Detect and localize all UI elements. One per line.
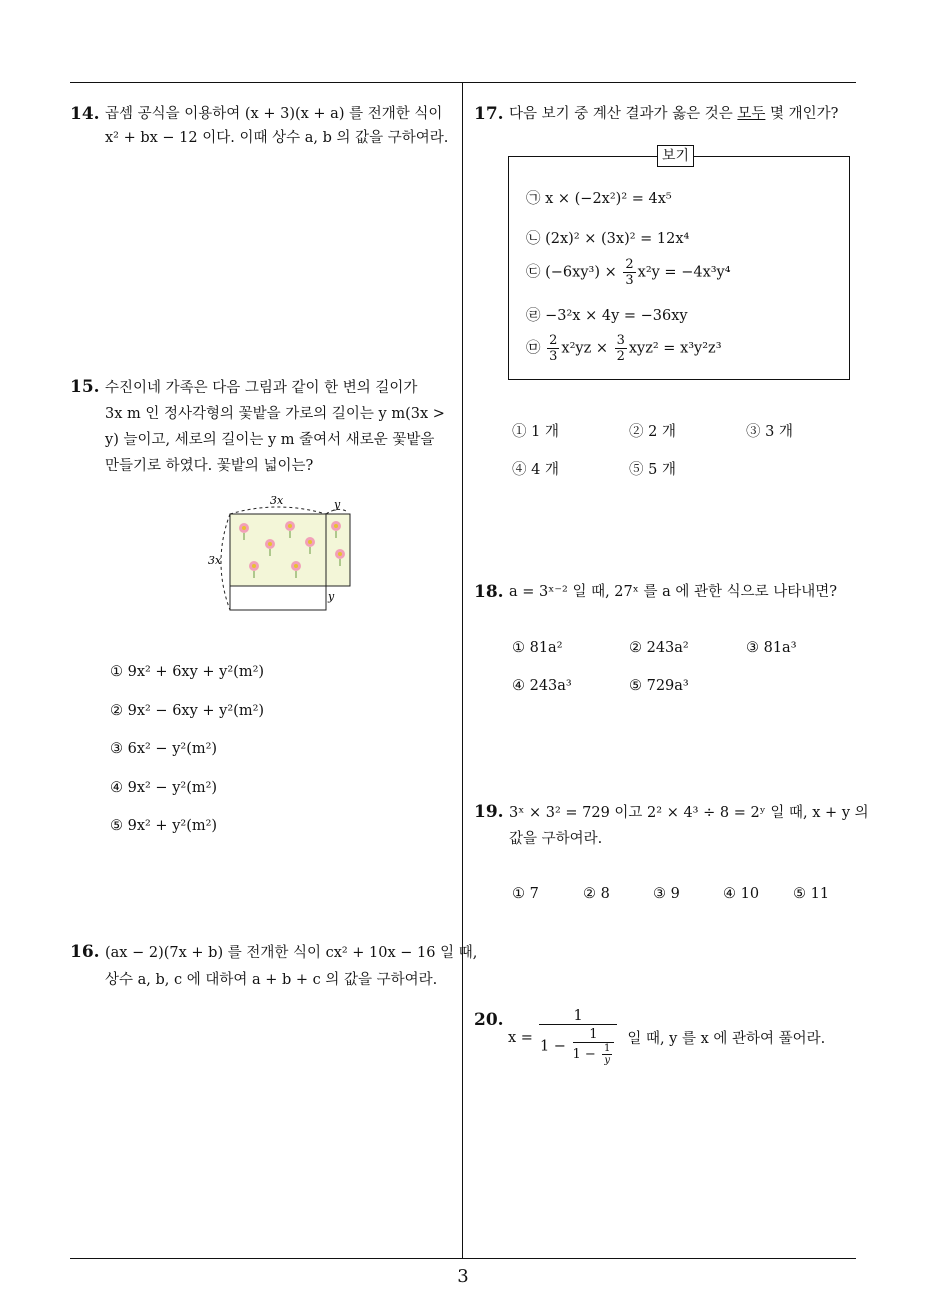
question-19 — [474, 800, 869, 852]
figure-label-right-side: y — [328, 590, 335, 603]
answer-option[interactable]: ③ 6x² − y²(m²) — [110, 741, 218, 757]
bogi-item: ㉣ −3²x × 4y = −36xy — [526, 308, 688, 324]
question-text-line: 상수 a, b, c 에 대하여 a + b + c 의 값을 구하여라. — [105, 972, 438, 988]
question-text-line: 만들기로 하였다. 꽃밭의 넓이는? — [105, 458, 314, 474]
answer-option[interactable]: ② 2 개 — [629, 424, 676, 440]
figure-label-top: 3x — [270, 494, 284, 507]
top-rule — [70, 82, 856, 83]
answer-option[interactable]: ⑤ 729a³ — [629, 678, 689, 694]
answer-option[interactable]: ③ 3 개 — [746, 424, 793, 440]
page-number: 3 — [457, 1266, 469, 1287]
continued-fraction: x = 1 일 때, y 를 x 에 관하여 풀어라. 1 − 1 1 − $\frac{1}{y}$ — [508, 1008, 826, 1066]
question-number: 14. — [70, 104, 100, 124]
question-text: 일 때, y 를 x 에 관하여 풀어라. — [627, 1031, 826, 1047]
question-text-line: y) 늘이고, 세로의 길이는 y m 줄여서 새로운 꽃밭을 — [105, 432, 435, 448]
question-text: 다음 보기 중 계산 결과가 옳은 것은 — [509, 106, 738, 122]
question-text-line: a = 3ˣ⁻² 일 때, 27ˣ 를 a 에 관한 식으로 나타내면? — [509, 584, 838, 600]
question-text-line: 값을 구하여라. — [509, 831, 603, 847]
answer-option[interactable]: ① 81a² — [512, 640, 563, 656]
answer-option[interactable]: ② 243a² — [629, 640, 689, 656]
answer-option[interactable]: ④ 243a³ — [512, 678, 572, 694]
answer-option[interactable]: ① 7 — [512, 886, 539, 902]
question-number: 20. — [474, 1010, 504, 1030]
answer-option[interactable]: ③ 81a³ — [746, 640, 797, 656]
garden-figure — [200, 492, 360, 614]
bogi-item: ㉢ (−6xy³) × $\frac{2}{3}$ x²y = −4x³y⁴ — [526, 257, 731, 288]
question-number: 19. — [474, 802, 504, 822]
bottom-rule — [70, 1258, 856, 1259]
question-text: 몇 개인가? — [765, 106, 839, 122]
question-number: 18. — [474, 582, 504, 602]
column-divider — [462, 82, 463, 1258]
question-number: 17. — [474, 104, 504, 124]
answer-option[interactable]: ④ 10 — [723, 886, 760, 902]
question-number: 16. — [70, 942, 100, 962]
question-text-line: 곱셈 공식을 이용하여 (x + 3)(x + a) 를 전개한 식이 — [105, 106, 443, 122]
question-17 — [474, 102, 864, 128]
figure-label-left: 3x — [208, 554, 222, 567]
question-14 — [70, 102, 460, 152]
answer-option[interactable]: ① 9x² + 6xy + y²(m²) — [110, 664, 265, 680]
emphasis-text: 모두 — [737, 106, 766, 122]
answer-option[interactable]: ② 8 — [583, 886, 610, 902]
fraction-numerator: 1 — [539, 1008, 617, 1025]
answer-option[interactable]: ④ 9x² − y²(m²) — [110, 780, 218, 796]
answer-option[interactable]: ③ 9 — [653, 886, 680, 902]
removed-strip — [230, 586, 326, 610]
fraction-lhs: x = — [508, 1029, 533, 1046]
answer-option[interactable]: ⑤ 5 개 — [629, 462, 676, 478]
bogi-item: ㉡ (2x)² × (3x)² = 12x⁴ — [526, 231, 690, 247]
question-number: 15. — [70, 377, 100, 397]
answer-option[interactable]: ② 9x² − 6xy + y²(m²) — [110, 703, 265, 719]
answer-option[interactable]: ⑤ 11 — [793, 886, 830, 902]
answer-option[interactable]: ④ 4 개 — [512, 462, 559, 478]
answer-option[interactable]: ⑤ 9x² + y²(m²) — [110, 818, 218, 834]
question-text-line: (ax − 2)(7x + b) 를 전개한 식이 cx² + 10x − 16 일 때, — [105, 945, 478, 961]
question-text-line: x² + bx − 12 이다. 이때 상수 a, b 의 값을 구하여라. — [105, 130, 449, 146]
bogi-item: ㉠ x × (−2x²)² = 4x⁵ — [526, 191, 672, 207]
question-16 — [70, 940, 478, 990]
question-15 — [70, 375, 460, 475]
question-text-line: 3x m 인 정사각형의 꽃밭을 가로의 길이는 y m(3x > — [105, 406, 445, 422]
answer-option[interactable]: ① 1 개 — [512, 424, 559, 440]
question-18 — [474, 580, 864, 606]
question-text-line: 수진이네 가족은 다음 그림과 같이 한 변의 길이가 — [105, 380, 418, 396]
figure-label-right-top: y — [334, 498, 341, 511]
bogi-item: ㉤ $\frac{2}{3}$ x²yz × $\frac{3}{2}$ xyz² = x³y²z³ — [526, 333, 722, 364]
bogi-title: 보기 — [657, 145, 694, 167]
question-text-line: 3ˣ × 3² = 729 이고 2² × 4³ ÷ 8 = 2ʸ 일 때, x + y 의 — [509, 805, 869, 821]
